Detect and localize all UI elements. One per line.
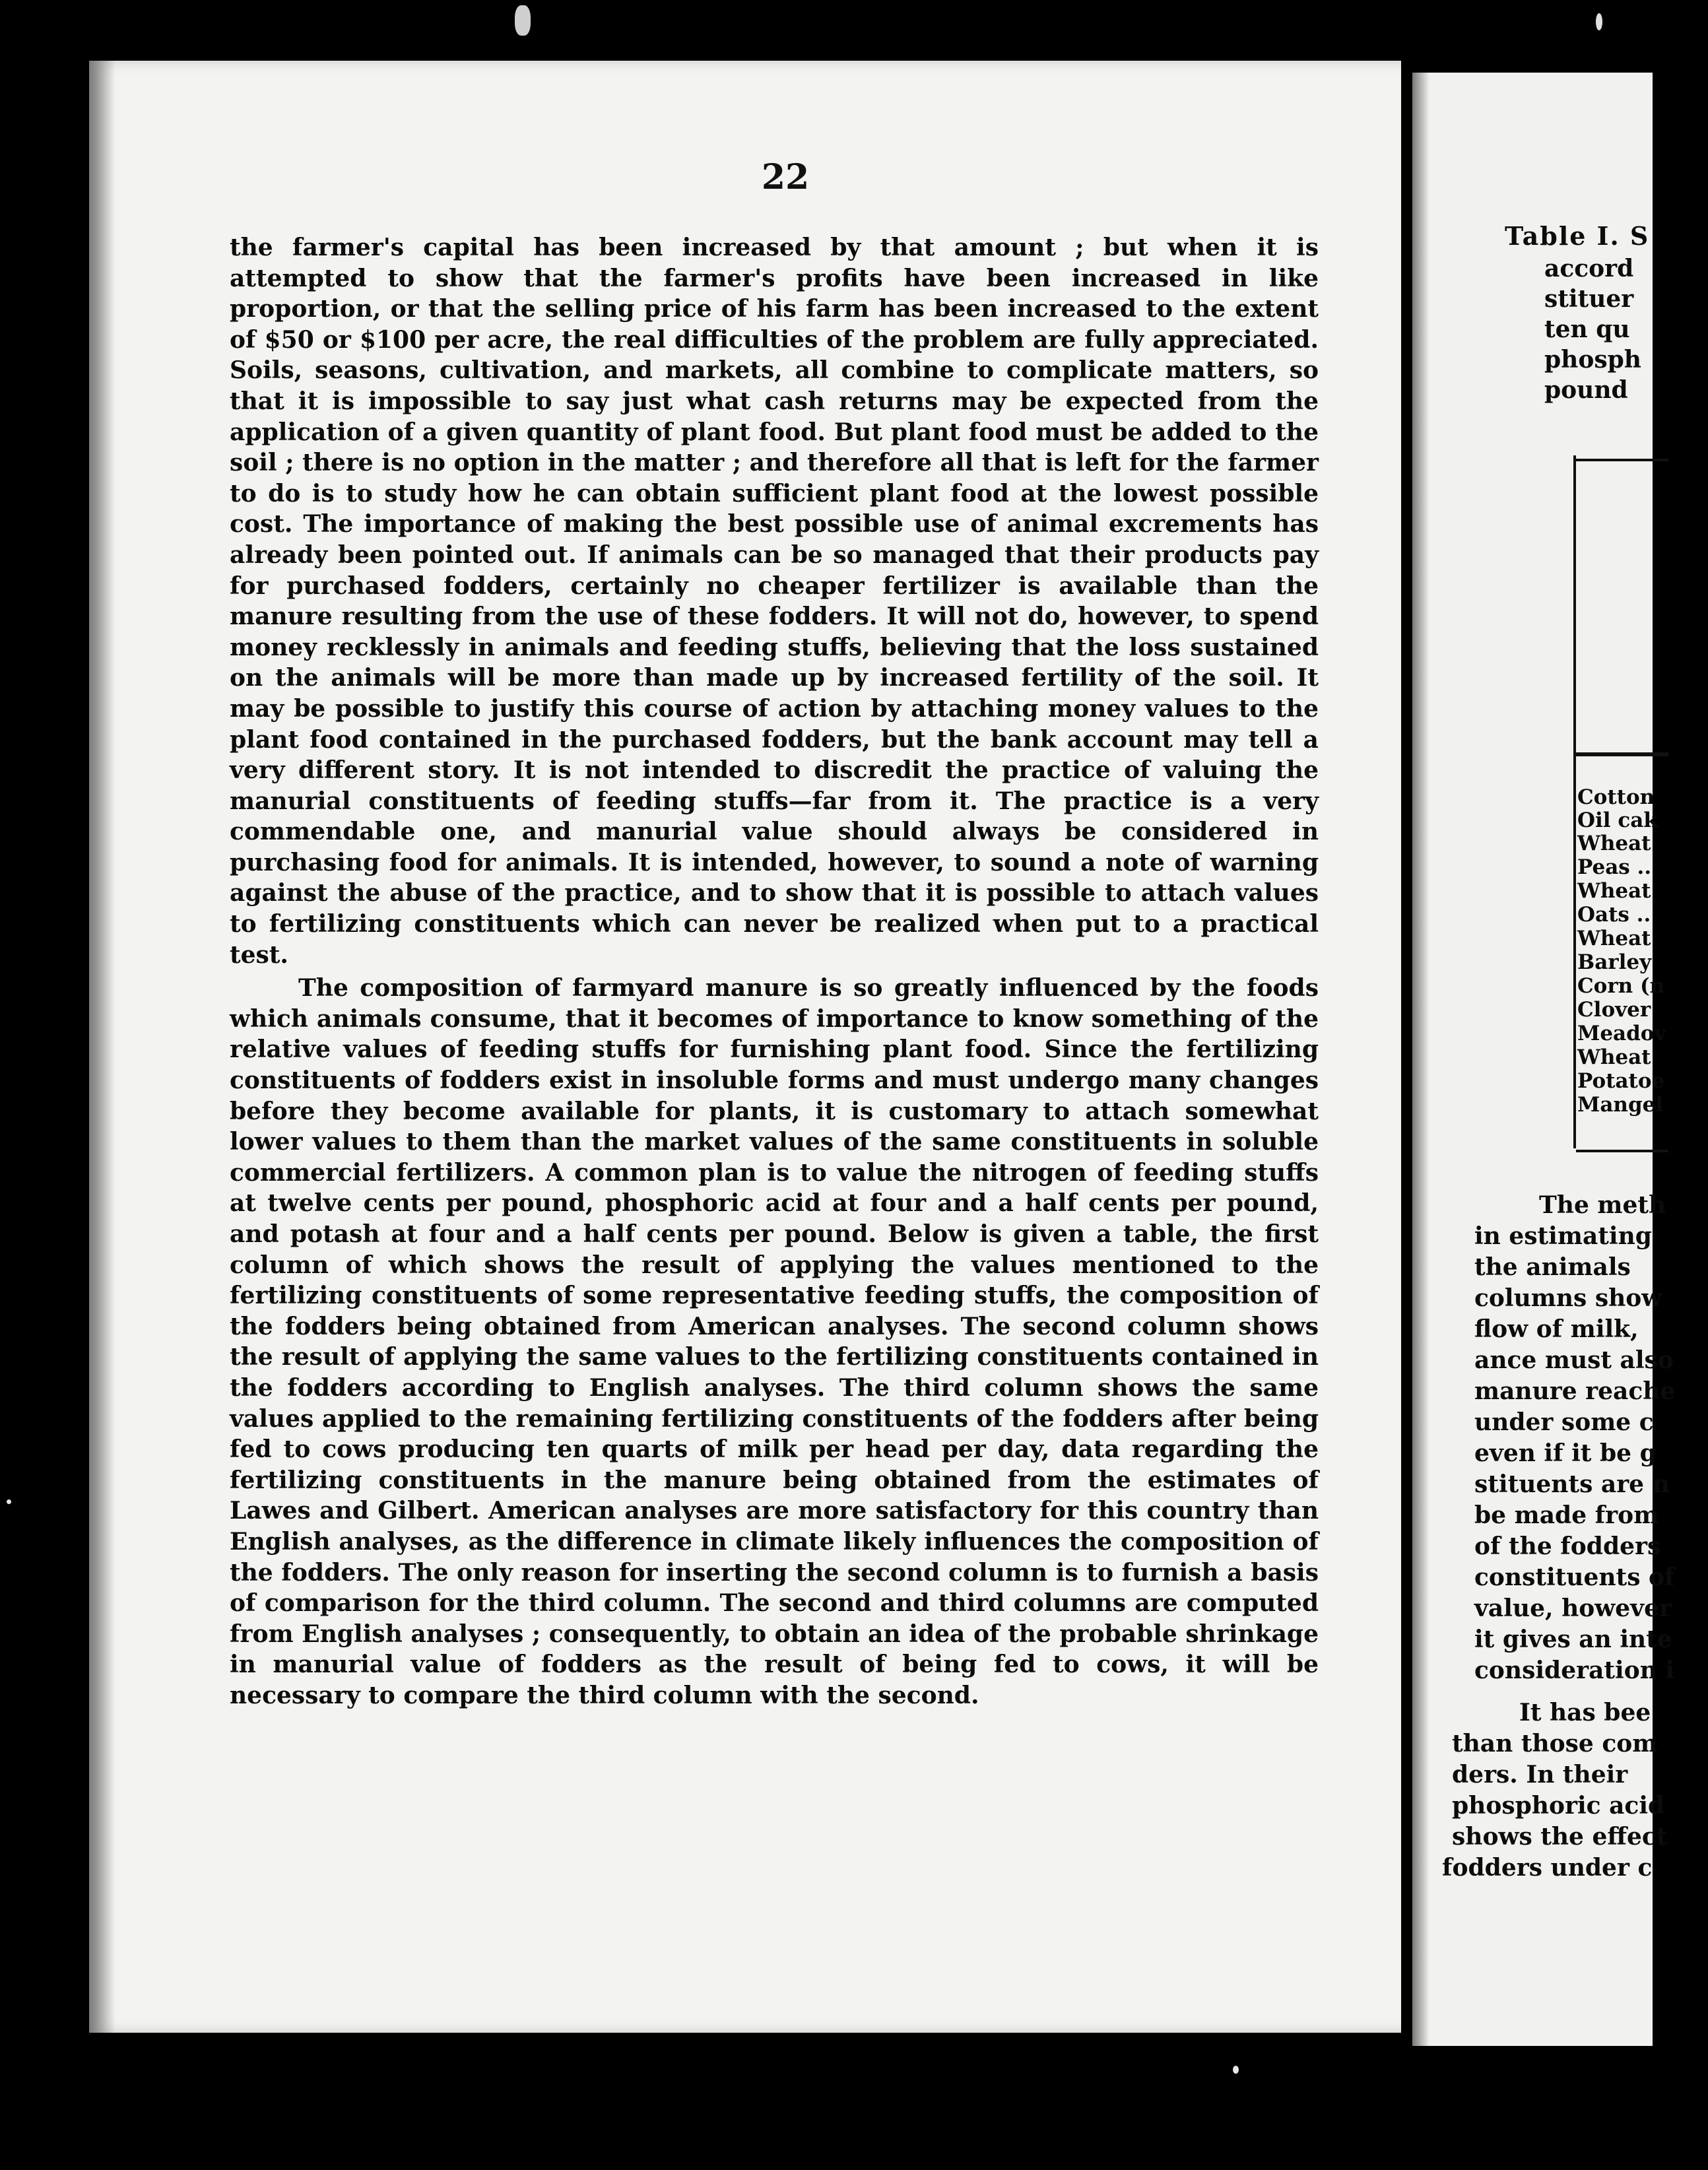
- scan-artifact: [7, 1499, 11, 1504]
- table-rule-bottom: [1576, 1150, 1668, 1152]
- right-body-line: value, however: [1474, 1595, 1672, 1622]
- table-caption-line: pound: [1544, 376, 1628, 404]
- table-row-label: Meadov: [1577, 1022, 1666, 1045]
- right-page-gutter-shadow: [1412, 73, 1429, 2046]
- right-body-line: than those com: [1452, 1730, 1658, 1758]
- right-body-line: be made from: [1474, 1501, 1659, 1529]
- table-row-label: Wheat: [1577, 832, 1651, 855]
- right-body-line: even if it be g: [1474, 1439, 1657, 1467]
- left-page-body: [230, 232, 1319, 1711]
- table-rule-top: [1576, 459, 1668, 461]
- scan-artifact: [1233, 2066, 1239, 2074]
- right-body-line: consideration i: [1474, 1657, 1675, 1684]
- right-body-line: The meth: [1539, 1191, 1666, 1219]
- table-row-label: Clover: [1577, 998, 1651, 1022]
- right-body-line: it gives an inte: [1474, 1626, 1672, 1653]
- table-rule-header: [1576, 752, 1668, 756]
- table-row-label: Peas ..: [1577, 855, 1652, 879]
- table-row-label: Corn (n: [1577, 974, 1665, 998]
- right-body-line: phosphoric acid: [1452, 1792, 1665, 1820]
- table-row-label: Wheat: [1577, 879, 1651, 903]
- table-row-label: Wheat: [1577, 1045, 1651, 1069]
- right-body-line: constituents of: [1474, 1563, 1675, 1591]
- table-row-label: Oats ..: [1577, 903, 1651, 927]
- right-body-line: stituents are n: [1474, 1470, 1670, 1498]
- right-body-line: It has bee: [1519, 1699, 1651, 1726]
- page-number: 22: [761, 157, 810, 197]
- table-caption-line: phosph: [1544, 346, 1641, 374]
- table-caption-line: Table I. S: [1505, 221, 1650, 251]
- right-body-line: columns show: [1474, 1284, 1662, 1312]
- table-row-label: Mangel: [1577, 1093, 1664, 1117]
- right-body-line: fodders under c: [1442, 1854, 1653, 1882]
- paragraph-1: the farmer's capital has been increased by that amount ; but when it is attempted to show that the farmer's profits have been increased in like proportion, or that the selling price of his farm has been increased to the extent of $50 or $100 per acre, the real difficulties of the problem are fully appreciated. Soils, seasons, cultivation, and markets, all combine to complicate matters, so that it is impossible to say just what cash returns may be expected from the application of a given quantity of plant food. But plant food must be added to the soil ; there is no option in the matter ; and therefore all that is left for the farmer to do is to study how he can obtain sufficient plant food at the lowest possible cost. The importance of making the best possible use of animal excrements has already been pointed out. If animals can be so managed that their products pay for purchased fodders, certainly no cheaper fertilizer is available than the manure resulting from the use of these fodders. It will not do, however, to spend money recklessly in animals and feeding stuffs, believing that the loss sustained on the animals will be more than made up by increased fertility of the soil. It may be possible to justify this course of action by attaching money values to the plant food contained in the purchased fodders, but the bank account may tell a very different story. It is not intended to discredit the practice of valuing the manurial constituents of feeding stuffs—far from it. The practice is a very commendable one, and manurial value should always be considered in purchasing food for animals. It is intended, however, to sound a note of warning against the abuse of the practice, and to show that it is possible to attach values to fertilizing constituents which can never be realized when put to a practical test.: [230, 234, 1319, 969]
- table-row-label: Wheat: [1577, 927, 1651, 950]
- right-body-line: ders. In their: [1452, 1761, 1628, 1789]
- right-body-line: of the fodders: [1474, 1532, 1661, 1560]
- paragraph-2: The composition of farmyard manure is so greatly influenced by the foods which animals consume, that it becomes of importance to know something of the relative values of feeding stuffs for furnishing plant food. Since the fertilizing constituents of fodders exist in insoluble forms and must undergo many changes before they become available for plants, it is customary to attach somewhat lower values to them than the market values of the same constituents in soluble commercial fertilizers. A common plan is to value the nitrogen of feeding stuffs at twelve cents per pound, phosphoric acid at four and a half cents per pound, and potash at four and a half cents per pound. Below is given a table, the first column of which shows the result of applying the values mentioned to the fertilizing constituents of some representative feeding stuffs, the composition of the fodders being obtained from American analyses. The second column shows the result of applying the same values to the fertilizing constituents contained in the fodders according to English analyses. The third column shows the same values applied to the remaining fertilizing constituents of the fodders after being fed to cows producing ten quarts of milk per head per day, data regarding the fertilizing constituents in the manure being obtained from the estimates of Lawes and Gilbert. American analyses are more satisfactory for this country than English analyses, as the difference in climate likely influences the composition of the fodders. The only reason for inserting the second column is to furnish a basis of comparison for the third column. The second and third columns are computed from English analyses ; consequently, to obtain an idea of the probable shrinkage in manurial value of fodders as the result of being fed to cows, it will be necessary to compare the third column with the second.: [230, 974, 1319, 1709]
- scan-artifact: [515, 5, 531, 36]
- right-body-line: the animals: [1474, 1253, 1631, 1281]
- right-body-line: in estimating: [1474, 1222, 1652, 1250]
- right-page: [1412, 73, 1676, 2046]
- table-caption-line: stituer: [1544, 285, 1634, 313]
- table-row-label: Cotton: [1577, 785, 1655, 809]
- right-body-line: shows the effect: [1452, 1823, 1668, 1851]
- right-body-line: under some c: [1474, 1408, 1654, 1436]
- table-row-label: Potatoe: [1577, 1069, 1665, 1093]
- right-body-line: flow of milk,: [1474, 1315, 1639, 1343]
- table-caption-line: ten qu: [1544, 315, 1630, 343]
- left-page-gutter-shadow: [89, 61, 115, 2033]
- table-row-label: Oil cak: [1577, 808, 1658, 832]
- right-body-line: manure reache: [1474, 1377, 1676, 1405]
- table-row-label: Barley: [1577, 950, 1652, 974]
- right-body-line: ance must also: [1474, 1346, 1674, 1374]
- table-caption-line: accord: [1544, 255, 1634, 282]
- scan-artifact: [1596, 13, 1602, 30]
